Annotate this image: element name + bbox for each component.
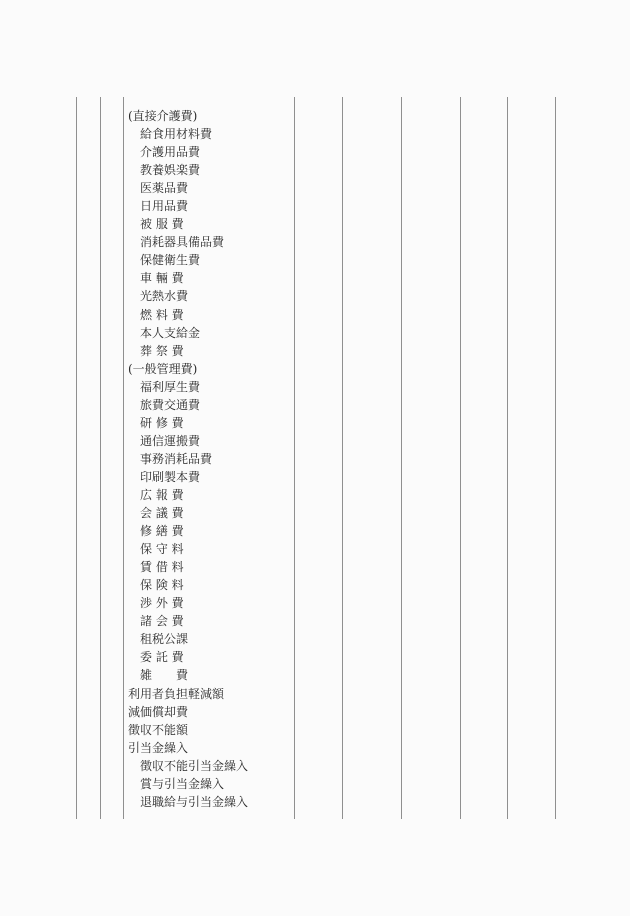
account-item-row: 光熱水費: [140, 289, 189, 304]
table-grid-line: [100, 97, 101, 819]
account-item-row: 教養娯楽費: [140, 163, 201, 178]
account-item-row: 葬 祭 費: [140, 343, 184, 358]
account-item-row: 燃 料 費: [140, 307, 184, 322]
account-item-row: 賃 借 料: [140, 560, 184, 575]
account-item-row: 日用品費: [140, 199, 189, 214]
account-item-row: 雑 費: [140, 668, 189, 683]
account-item-row: 介護用品費: [140, 145, 201, 160]
account-item-row: 委 託 費: [140, 650, 184, 665]
account-item-row: 消耗器具備品費: [140, 235, 225, 250]
account-item-row: 保 険 料: [140, 578, 184, 593]
account-item-row: (一般管理費): [128, 361, 198, 376]
table-grid-line: [401, 97, 402, 819]
account-item-row: 退職給与引当金繰入: [140, 794, 249, 809]
account-item-row: 保 守 料: [140, 542, 184, 557]
account-item-row: 事務消耗品費: [140, 451, 213, 466]
account-item-row: 減価償却費: [128, 704, 189, 719]
table-grid-line: [342, 97, 343, 819]
table-grid-line: [507, 97, 508, 819]
account-item-row: 通信運搬費: [140, 433, 201, 448]
account-item-row: 徴収不能額: [128, 722, 189, 737]
account-item-row: 旅費交通費: [140, 397, 201, 412]
account-item-row: 車 輛 費: [140, 271, 184, 286]
table-grid-line: [555, 97, 556, 819]
account-item-row: 本人支給金: [140, 325, 201, 340]
account-item-row: 渉 外 費: [140, 596, 184, 611]
account-item-row: 広 報 費: [140, 487, 184, 502]
account-title-column: [123, 107, 294, 811]
account-item-row: 研 修 費: [140, 415, 184, 430]
account-item-row: 修 繕 費: [140, 524, 184, 539]
account-item-row: 医薬品費: [140, 181, 189, 196]
account-item-row: (直接介護費): [128, 109, 198, 123]
account-item-row: 利用者負担軽減額: [128, 686, 225, 701]
table-grid-line: [460, 97, 461, 819]
table-grid-line: [76, 97, 77, 819]
account-item-row: 福利厚生費: [140, 379, 201, 394]
account-item-row: 引当金繰入: [128, 740, 189, 755]
account-item-row: 租税公課: [140, 632, 189, 647]
account-item-row: 諸 会 費: [140, 614, 184, 629]
account-item-row: 給食用材料費: [140, 127, 213, 142]
account-item-row: 徴収不能引当金繰入: [140, 758, 249, 773]
account-item-row: 被 服 費: [140, 217, 184, 232]
account-item-row: 保健衛生費: [140, 253, 201, 268]
account-item-row: 会 議 費: [140, 506, 184, 521]
table-grid-line: [294, 97, 295, 819]
account-item-row: 印刷製本費: [140, 469, 201, 484]
account-item-row: 賞与引当金繰入: [140, 776, 225, 791]
